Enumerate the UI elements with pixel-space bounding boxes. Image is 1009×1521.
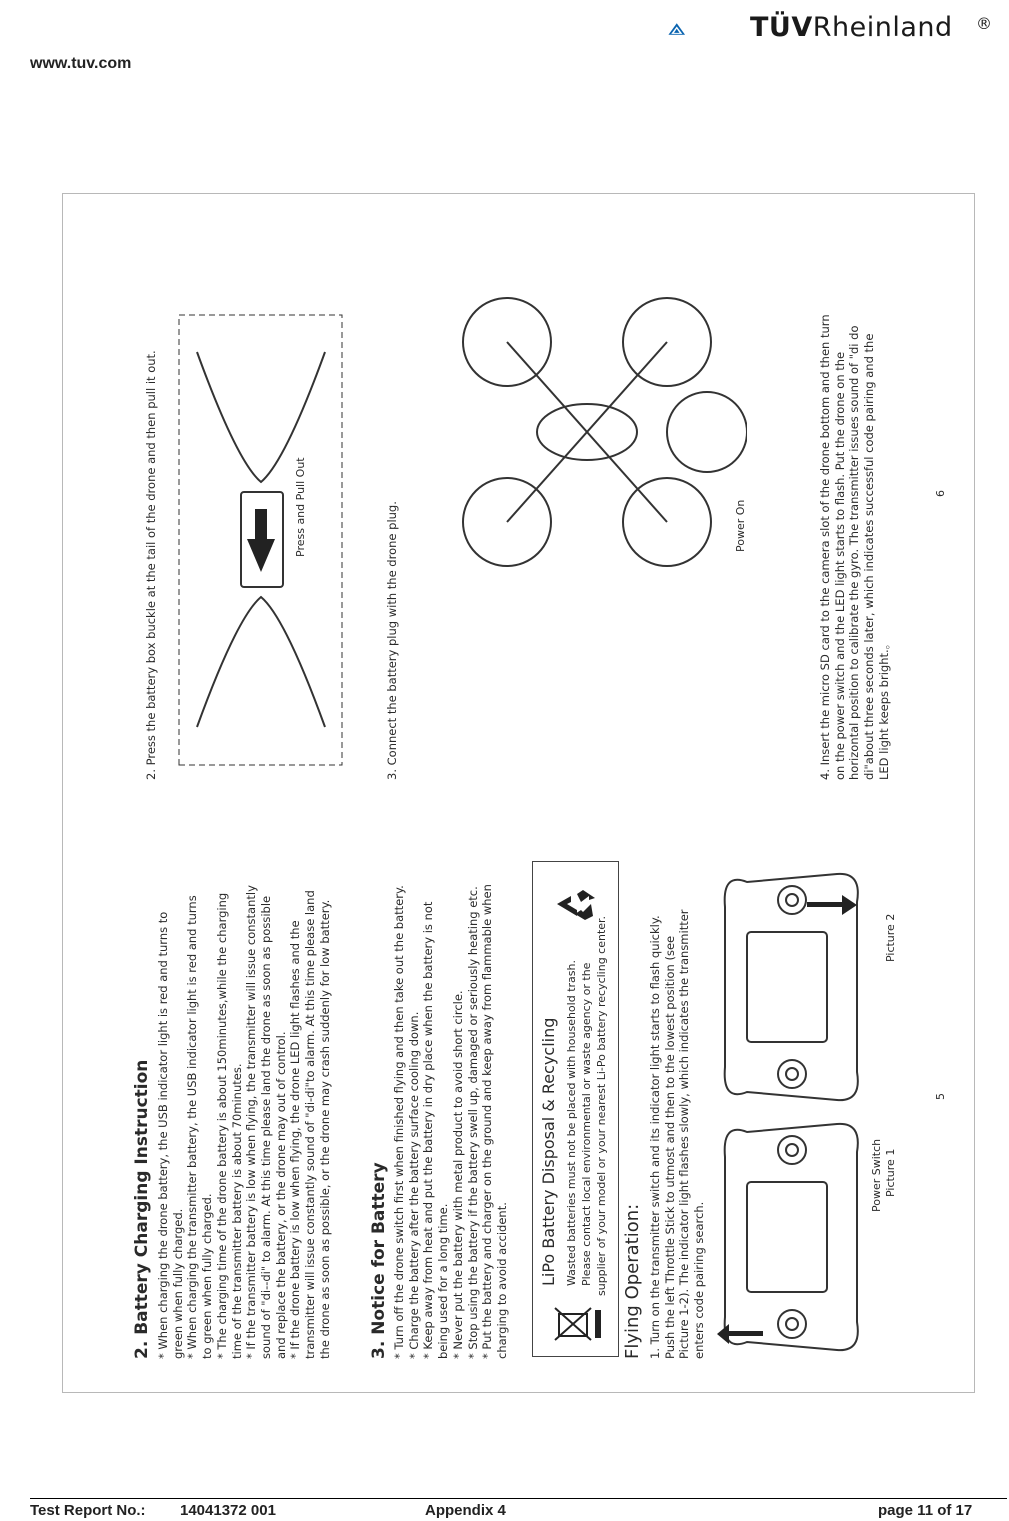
list-item: * If the transmitter battery is low when flying, the transmitter will issue constantly — [244, 885, 259, 1359]
registered-mark: ® — [976, 14, 992, 33]
tuv-logo — [668, 2, 744, 56]
list-item: Push the left Throttle Stick to utmost and then to the lowest position (see — [662, 935, 677, 1359]
list-item: horizontal position to calibrate the gyro. The transmitter issues sound of "di do — [847, 325, 862, 780]
page-indicator: page 11 of 17 — [878, 1502, 973, 1519]
manual-page-rotated — [62, 194, 973, 1392]
step4-list — [818, 314, 892, 780]
list-item: * Keep away from heat and put the battery in dry place when the battery is not — [421, 901, 436, 1359]
lipo-line: supplier of your model or your nearest Li-Po battery recycling center. — [595, 915, 608, 1296]
picture2-label: Picture 2 — [884, 913, 897, 962]
flying-operation-title: Flying Operation: — [622, 1203, 643, 1359]
flying-operation-list — [648, 909, 707, 1359]
logo-wordmark: TÜVRheinland — [750, 12, 953, 43]
website-url: www.tuv.com — [30, 55, 132, 72]
list-item: * When charging the transmitter battery, the USB indicator light is red and turns — [185, 895, 200, 1359]
list-item: 1. Turn on the transmitter switch and its indicator light starts to flash quickly. — [648, 915, 662, 1359]
page-number-6: 6 — [934, 490, 947, 497]
notice-battery-title: 3. Notice for Battery — [369, 1162, 389, 1359]
step3-text: 3. Connect the battery plug with the drone plug. — [385, 501, 399, 780]
appendix-label: Appendix 4 — [425, 1502, 506, 1519]
list-item: time of the transmitter battery is about 70minutes. — [229, 1063, 244, 1359]
lipo-title: LiPo Battery Disposal & Recycling — [539, 1017, 558, 1286]
power-on-label: Power On — [734, 499, 747, 552]
report-label: Test Report No.: — [30, 1502, 146, 1519]
notice-battery-list — [392, 884, 510, 1359]
list-item: to green when fully charged. — [200, 1193, 215, 1359]
list-item: on the power switch and the LED light starts to flash. Put the drone on the — [832, 351, 847, 780]
transmitter-illustrations — [717, 842, 867, 1362]
list-item: di"about three seconds later, which indicates successful code pairing and the — [862, 333, 877, 780]
lipo-recycling-box — [532, 861, 619, 1357]
list-item: * Turn off the drone switch first when finished flying and then take out the battery. — [392, 885, 406, 1359]
list-item: * Stop using the battery if the battery swell up, damaged or seriously heating etc. — [465, 886, 480, 1359]
list-item: being used for a long time. — [436, 1203, 451, 1359]
list-item: Picture 1-2). The indicator light flashes slowly, which indicates the transmitter — [677, 909, 692, 1359]
list-item: and replace the battery, or the drone may out of control. — [273, 1031, 288, 1359]
list-item: * When charging the drone battery, the USB indicator light is red and turns to — [156, 911, 170, 1359]
power-switch-label: Power Switch — [870, 1138, 883, 1212]
list-item: * Put the battery and charger on the ground and keep away from flammable when — [480, 884, 495, 1359]
lipo-line: Please contact local environmental or waste agency or the — [580, 962, 593, 1286]
list-item: charging to avoid accident. — [494, 1202, 509, 1359]
list-item: the drone as soon as possible, or the drone may crash suddenly for low battery. — [317, 899, 332, 1359]
list-item: * The charging time of the drone battery is about 150minutes,while the charging — [214, 892, 229, 1359]
list-item: LED light keeps bright.。 — [876, 637, 891, 780]
drone-illustration — [447, 292, 747, 572]
list-item: transmitter will issue constantly sound of "di-di"to alarm. At this time please land — [303, 890, 318, 1359]
list-item: 4. Insert the micro SD card to the camera slot of the drone bottom and then turn — [818, 314, 832, 780]
press-pull-label: Press and Pull Out — [294, 457, 307, 557]
list-item: * Charge the battery after the battery surface cooling down. — [406, 1011, 421, 1359]
battery-charging-title: 2. Battery Charging Instruction — [132, 1059, 152, 1359]
footer-rule — [30, 1498, 1007, 1499]
list-item: sound of "di--di" to alarm. At this time please land the drone as soon as possible — [258, 895, 273, 1359]
battery-charging-list — [156, 885, 332, 1359]
report-number: 14041372 001 — [180, 1502, 276, 1519]
battery-box-illustration — [177, 312, 345, 767]
list-item: * Never put the battery with metal product to avoid short circle. — [450, 990, 465, 1359]
lipo-line: Wasted batteries must not be placed with household trash. — [565, 960, 578, 1286]
recycle-icon — [553, 882, 597, 926]
page-number-5: 5 — [934, 1093, 947, 1100]
list-item: enters code pairing search. — [692, 1201, 707, 1359]
step2-text: 2. Press the battery box buckle at the tail of the drone and then pull it out. — [144, 350, 158, 780]
picture1-label: Picture 1 — [884, 1148, 897, 1197]
list-item: * If the drone battery is low when flying, the drone LED light flashes and the — [288, 920, 303, 1359]
crossed-bin-icon — [551, 1304, 603, 1344]
list-item: green when fully charged. — [170, 1208, 185, 1359]
